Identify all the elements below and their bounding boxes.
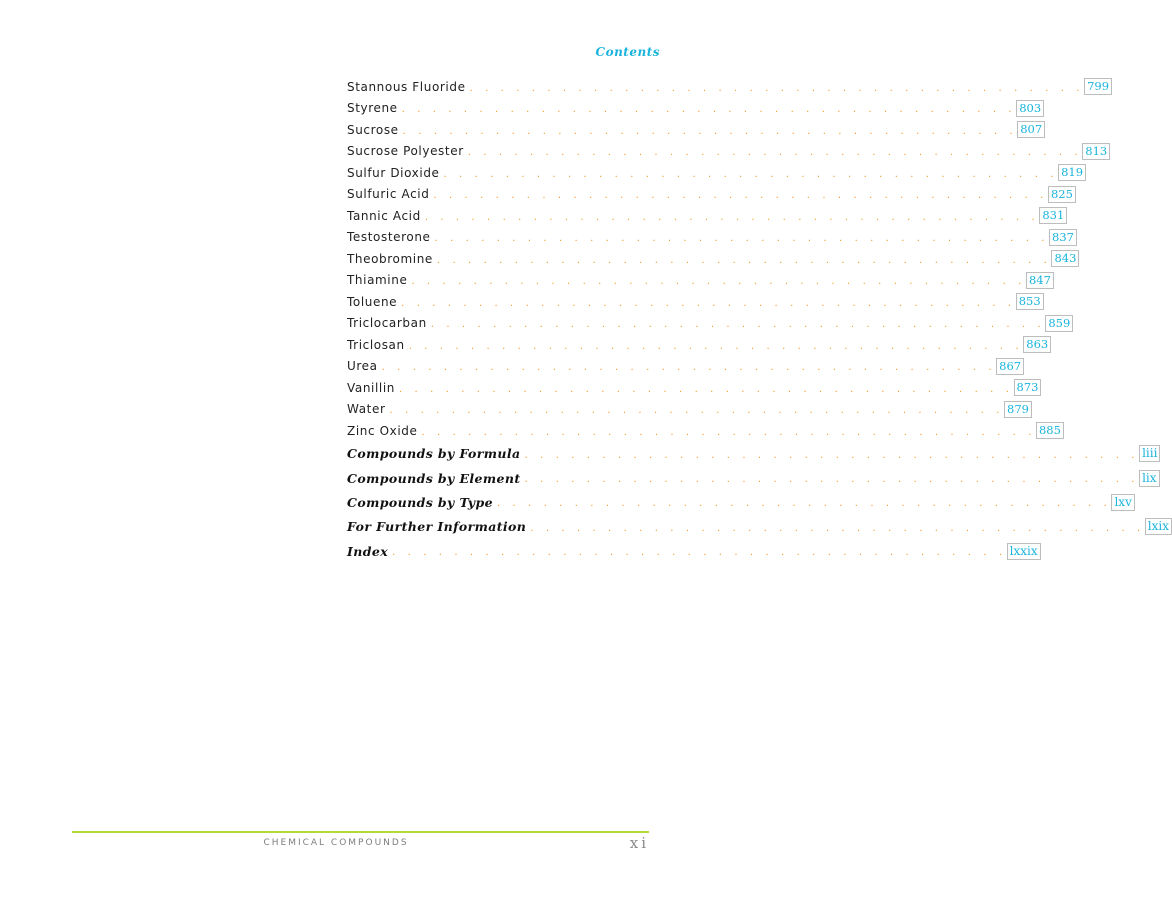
toc-entry[interactable] [347, 270, 1051, 292]
dot-leader: . . . . . . . . . . . . . . . . . . . . . . . . . . . . . . . . . . . . . . . . [443, 168, 1059, 180]
table-of-contents [347, 76, 1170, 563]
page-header-title: Contents [595, 45, 660, 59]
dot-leader: . . . . . . . . . . . . . . . . . . . . . . . . . . . . . . . . . . . . . . . . [392, 547, 1007, 559]
dot-leader: . . . . . . . . . . . . . . . . . . . . . . . . . . . . . . . . . . . . . . . . [430, 319, 1046, 331]
toc-page-link[interactable]: 873 [1014, 379, 1042, 396]
dot-leader: . . . . . . . . . . . . . . . . . . . . . . . . . . . . . . . . . . . . . . . . [389, 405, 1005, 417]
toc-entry[interactable] [347, 313, 1071, 335]
toc-entry-label: Compounds by Formula [347, 446, 521, 462]
toc-entry[interactable] [347, 356, 1022, 378]
toc-entry-label: Stannous Fluoride [347, 79, 466, 94]
toc-entry[interactable] [347, 334, 1049, 356]
dot-leader: . . . . . . . . . . . . . . . . . . . . . . . . . . . . . . . . . . . . . . . . [411, 276, 1026, 288]
toc-entry-label: Compounds by Element [347, 470, 521, 486]
dot-leader: . . . . . . . . . . . . . . . . . . . . . . . . . . . . . . . . . . . . . . . . [398, 383, 1014, 395]
toc-entry[interactable] [347, 466, 1157, 490]
toc-entry-label: Zinc Oxide [347, 423, 418, 438]
toc-page-link[interactable]: 879 [1004, 401, 1032, 418]
toc-entry[interactable] [347, 98, 1042, 120]
dot-leader: . . . . . . . . . . . . . . . . . . . . . . . . . . . . . . . . . . . . . . . . [381, 362, 997, 374]
toc-entry-label: Sucrose Polyester [347, 144, 464, 159]
toc-entry[interactable] [347, 399, 1029, 421]
toc-entry-label: Urea [347, 359, 378, 374]
toc-page-link[interactable]: liii [1139, 445, 1160, 462]
toc-page-link[interactable]: lxix [1145, 518, 1172, 535]
toc-page-link[interactable]: 825 [1048, 186, 1076, 203]
toc-page-link[interactable]: lix [1139, 470, 1159, 487]
toc-entry[interactable] [347, 119, 1043, 141]
toc-page-link[interactable]: 799 [1084, 78, 1112, 95]
toc-entry-label: For Further Information [347, 519, 527, 535]
toc-page-link[interactable]: lxxix [1007, 543, 1041, 560]
toc-page-link[interactable]: 837 [1049, 229, 1077, 246]
toc-entry-label: Compounds by Type [347, 494, 493, 510]
toc-entry[interactable] [347, 539, 1038, 563]
toc-entry[interactable] [347, 291, 1041, 313]
toc-entry[interactable] [347, 248, 1077, 270]
toc-entry-label: Theobromine [347, 251, 433, 266]
dot-leader: . . . . . . . . . . . . . . . . . . . . . . . . . . . . . . . . . . . . . . . . [402, 125, 1018, 137]
toc-entry[interactable] [347, 76, 1110, 98]
dot-leader: . . . . . . . . . . . . . . . . . . . . . . . . . . . . . . . . . . . . . . . . [469, 82, 1085, 94]
toc-entry-label: Index [347, 543, 389, 559]
toc-entry-label: Water [347, 402, 386, 417]
toc-entry[interactable] [347, 515, 1170, 539]
toc-entry[interactable] [347, 442, 1158, 466]
toc-entry-label: Vanillin [347, 380, 395, 395]
toc-page-link[interactable]: 853 [1016, 293, 1044, 310]
toc-entry-label: Triclosan [347, 337, 405, 352]
toc-page-link[interactable]: 813 [1082, 143, 1110, 160]
toc-entry-label: Tannic Acid [347, 208, 421, 223]
footer-rule [72, 831, 649, 833]
dot-leader: . . . . . . . . . . . . . . . . . . . . . . . . . . . . . . . . . . . . . . . . [434, 233, 1050, 245]
dot-leader: . . . . . . . . . . . . . . . . . . . . . . . . . . . . . . . . . . . . . . . . [433, 190, 1048, 202]
toc-page-link[interactable]: 831 [1039, 207, 1067, 224]
dot-leader: . . . . . . . . . . . . . . . . . . . . . . . . . . . . . . . . . . . . . . . . [401, 297, 1016, 309]
toc-entry[interactable] [347, 490, 1132, 514]
toc-page-link[interactable]: 819 [1058, 164, 1086, 181]
dot-leader: . . . . . . . . . . . . . . . . . . . . . . . . . . . . . . . . . . . . . . . . [436, 254, 1052, 266]
dot-leader: . . . . . . . . . . . . . . . . . . . . . . . . . . . . . . . . . . . . . . . . [408, 340, 1024, 352]
toc-entry[interactable] [347, 184, 1073, 206]
toc-entry[interactable] [347, 205, 1065, 227]
toc-page-link[interactable]: 807 [1017, 121, 1045, 138]
toc-page-link[interactable]: 843 [1051, 250, 1079, 267]
toc-entry[interactable] [347, 141, 1108, 163]
dot-leader: . . . . . . . . . . . . . . . . . . . . . . . . . . . . . . . . . . . . . . . . [496, 498, 1112, 510]
toc-entry-label: Toluene [347, 294, 398, 309]
toc-entry-label: Thiamine [347, 273, 408, 288]
toc-entry-label: Sucrose [347, 122, 399, 137]
toc-entry-label: Testosterone [347, 230, 431, 245]
dot-leader: . . . . . . . . . . . . . . . . . . . . . . . . . . . . . . . . . . . . . . . . [524, 474, 1140, 486]
toc-entry-label: Sulfur Dioxide [347, 165, 440, 180]
toc-page-link[interactable]: 867 [996, 358, 1024, 375]
toc-entry-label: Sulfuric Acid [347, 187, 430, 202]
dot-leader: . . . . . . . . . . . . . . . . . . . . . . . . . . . . . . . . . . . . . . . . [401, 104, 1017, 116]
footer-page-number: xi [629, 834, 649, 852]
toc-page-link[interactable]: 803 [1016, 100, 1044, 117]
toc-page-link[interactable]: 885 [1036, 422, 1064, 439]
toc-page-link[interactable]: 863 [1023, 336, 1051, 353]
dot-leader: . . . . . . . . . . . . . . . . . . . . . . . . . . . . . . . . . . . . . . . . [467, 147, 1083, 159]
toc-page-link[interactable]: 847 [1026, 272, 1054, 289]
toc-entry[interactable] [347, 377, 1039, 399]
dot-leader: . . . . . . . . . . . . . . . . . . . . . . . . . . . . . . . . . . . . . . . . [530, 522, 1145, 534]
dot-leader: . . . . . . . . . . . . . . . . . . . . . . . . . . . . . . . . . . . . . . . . [424, 211, 1040, 223]
toc-entry[interactable] [347, 162, 1084, 184]
dot-leader: . . . . . . . . . . . . . . . . . . . . . . . . . . . . . . . . . . . . . . . . [524, 449, 1140, 461]
toc-entry[interactable] [347, 227, 1074, 249]
toc-page-link[interactable]: lxv [1111, 494, 1134, 511]
toc-entry-label: Styrene [347, 101, 398, 116]
toc-entry[interactable] [347, 420, 1061, 442]
toc-entry-label: Triclocarban [347, 316, 427, 331]
dot-leader: . . . . . . . . . . . . . . . . . . . . . . . . . . . . . . . . . . . . . . . . [421, 426, 1036, 438]
toc-page-link[interactable]: 859 [1045, 315, 1073, 332]
footer-book-title: CHEMICAL COMPOUNDS [263, 838, 409, 848]
